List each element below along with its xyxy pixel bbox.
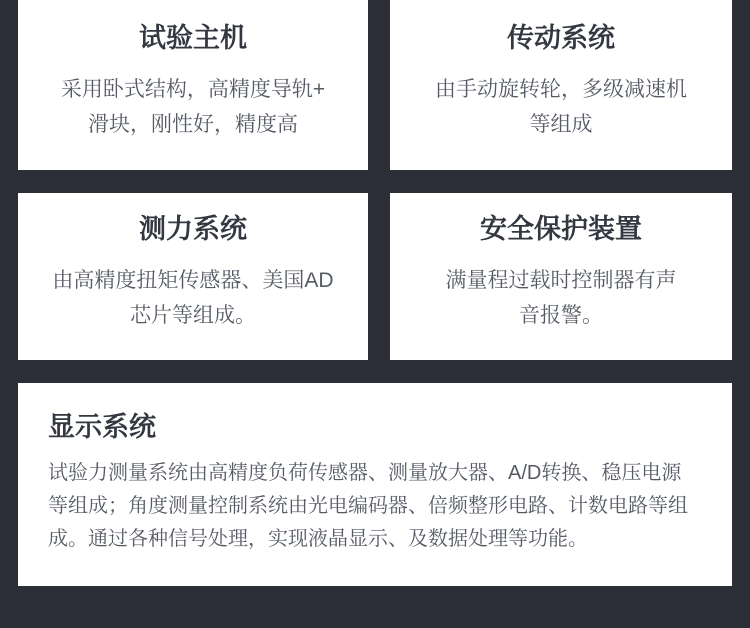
card-body-line: 芯片等组成。 <box>130 304 256 327</box>
feature-card-test-host <box>18 0 368 170</box>
feature-card-force-measuring-system <box>18 193 368 360</box>
card-body-line: 成。通过各种信号处理，实现液晶显示、及数据处理等功能。 <box>48 528 588 550</box>
card-title: 测力系统 <box>139 214 247 244</box>
card-body <box>390 72 732 142</box>
card-body-line: 采用卧式结构，高精度导轨+ <box>60 78 326 101</box>
card-body-line: 由手动旋转轮，多级减速机 <box>435 78 687 101</box>
card-body-line: 音报警。 <box>519 304 603 327</box>
card-body-line: 试验力测量系统由高精度负荷传感器、测量放大器、A/D转换、稳压电源 <box>48 462 682 484</box>
card-body-line: 等组成；角度测量控制系统由光电编码器、倍频整形电路、计数电路等组 <box>48 495 688 517</box>
card-body <box>390 263 732 333</box>
feature-card-transmission-system <box>390 0 732 170</box>
feature-card-display-system <box>18 383 732 586</box>
card-body-line: 等组成 <box>529 113 593 136</box>
feature-card-safety-protection <box>390 193 732 360</box>
card-title: 传动系统 <box>507 23 615 53</box>
card-body <box>18 72 368 142</box>
card-title: 显示系统 <box>48 412 156 442</box>
card-body <box>18 263 368 333</box>
card-title: 安全保护装置 <box>480 214 642 244</box>
card-body <box>48 457 702 556</box>
card-body-line: 满量程过载时控制器有声 <box>445 269 677 292</box>
card-body-line: 滑块，刚性好，精度高 <box>88 113 298 136</box>
card-title: 试验主机 <box>139 23 247 53</box>
card-body-line: 由高精度扭矩传感器、美国AD <box>52 269 334 292</box>
